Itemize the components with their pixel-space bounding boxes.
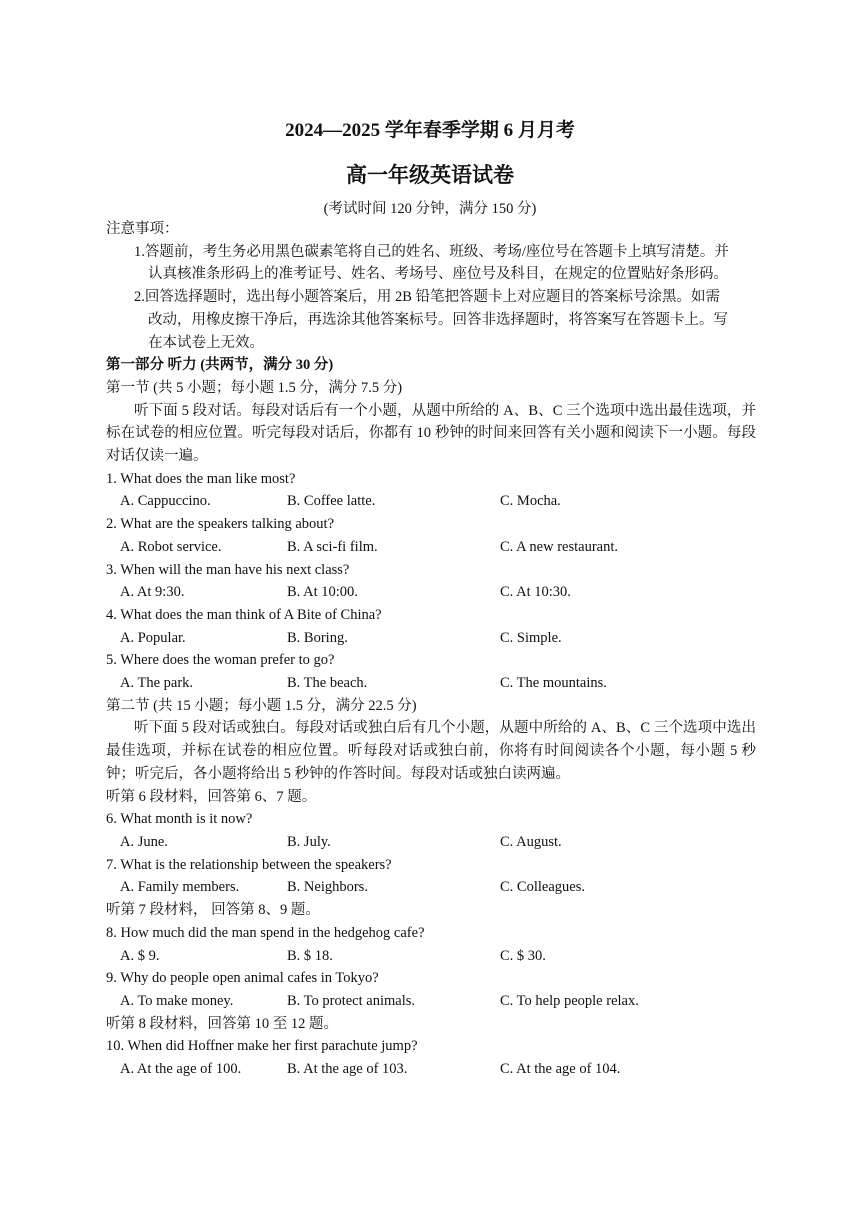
option-c: C. At the age of 104. — [500, 1061, 621, 1078]
option-c: C. A new restaurant. — [500, 538, 618, 555]
option-c: C. August. — [500, 833, 562, 850]
question-stem: 7. What is the relationship between the speakers? — [106, 856, 392, 873]
question-4 — [106, 604, 756, 649]
question-1 — [106, 468, 756, 513]
option-b: B. A sci-fi film. — [287, 538, 378, 555]
exam-body — [106, 218, 756, 1081]
part1-heading: 第一部分 听力 (共两节，满分 30 分) — [106, 357, 334, 374]
exam-info: (考试时间 120 分钟，满分 150 分) — [323, 201, 537, 217]
question-8 — [106, 922, 756, 967]
option-a: A. Family members. — [120, 879, 240, 896]
option-a: A. Robot service. — [120, 538, 222, 555]
question-stem: 2. What are the speakers talking about? — [106, 516, 335, 533]
question-stem: 6. What month is it now? — [106, 811, 253, 828]
exam-subtitle: 高一年级英语试卷 — [346, 163, 514, 187]
question-6 — [106, 808, 756, 853]
option-a: A. Cappuccino. — [120, 493, 211, 510]
option-b: B. The beach. — [287, 675, 368, 692]
question-stem: 1. What does the man like most? — [106, 470, 296, 487]
option-b: B. At 10:00. — [287, 584, 358, 601]
question-options — [106, 536, 756, 559]
question-options — [106, 876, 756, 899]
question-options — [106, 831, 756, 854]
option-b: B. $ 18. — [287, 947, 333, 964]
note-item-1-line-1: 1.答题前，考生务必用黑色碳素笔将自己的姓名、班级、考场/座位号在答题卡上填写清楚。并 — [134, 243, 729, 260]
option-a: A. At 9:30. — [120, 584, 185, 601]
option-c: C. The mountains. — [500, 675, 607, 692]
note-item-2-line-2: 改动，用橡皮擦干净后，再选涂其他答案标号。回答非选择题时，将答案写在答题卡上。写 — [148, 311, 728, 328]
option-a: A. The park. — [120, 675, 194, 692]
question-options — [106, 490, 756, 513]
option-b: B. July. — [287, 833, 331, 850]
question-5 — [106, 649, 756, 694]
question-options — [106, 581, 756, 604]
note-item-1-line-2: 认真核准条形码上的准考证号、姓名、考场号、座位号及科目，在规定的位置贴好条形码。 — [148, 266, 728, 283]
option-b: B. To protect animals. — [287, 992, 415, 1009]
question-stem: 9. Why do people open animal cafes in Tokyo? — [106, 970, 379, 987]
material-6-note: 听第 6 段材料，回答第 6、7 题。 — [106, 788, 317, 805]
option-c: C. At 10:30. — [500, 584, 571, 601]
section1-heading: 第一节 (共 5 小题；每小题 1.5 分，满分 7.5 分) — [106, 379, 403, 396]
question-stem: 10. When did Hoffner make her first parachute jump? — [106, 1038, 418, 1055]
option-c: C. $ 30. — [500, 947, 546, 964]
question-10 — [106, 1035, 756, 1080]
option-a: A. To make money. — [120, 992, 234, 1009]
option-b: B. Coffee latte. — [287, 493, 376, 510]
option-c: C. Mocha. — [500, 493, 561, 510]
question-options — [106, 627, 756, 650]
option-c: C. Colleagues. — [500, 879, 585, 896]
notes-heading: 注意事项： — [106, 221, 179, 237]
question-stem: 5. Where does the woman prefer to go? — [106, 652, 335, 669]
option-c: C. To help people relax. — [500, 992, 639, 1009]
question-stem: 8. How much did the man spend in the hedgehog cafe? — [106, 924, 425, 941]
option-b: B. Neighbors. — [287, 879, 368, 896]
section1-instructions: 听下面 5 段对话。每段对话后有一个小题，从题中所给的 A、B、C 三个选项中选出最佳选项，并标在试卷的相应位置。听完每段对话后，你都有 10 秒钟的时间来回答有关小题和阅读下一小题。每段对话仅读一遍。 — [106, 402, 756, 465]
note-item-2-line-1: 2.回答选择题时，选出每小题答案后，用 2B 铅笔把答题卡上对应题目的答案标号涂黑。如需 — [134, 289, 721, 306]
question-3 — [106, 559, 756, 604]
question-options — [106, 672, 756, 695]
option-a: A. Popular. — [120, 629, 186, 646]
material-8-note: 听第 8 段材料，回答第 10 至 12 题。 — [106, 1015, 338, 1032]
section2-heading: 第二节 (共 15 小题；每小题 1.5 分，满分 22.5 分) — [106, 697, 417, 714]
question-2 — [106, 513, 756, 558]
note-item-2-line-3: 在本试卷上无效。 — [148, 334, 264, 351]
material-7-note: 听第 7 段材料， 回答第 8、9 题。 — [106, 902, 320, 919]
option-a: A. At the age of 100. — [120, 1061, 242, 1078]
option-a: A. $ 9. — [120, 947, 160, 964]
question-7 — [106, 854, 756, 899]
section2-instructions: 听下面 5 段对话或独白。每段对话或独白后有几个小题，从题中所给的 A、B、C 三个选项中选出最佳选项，并标在试卷的相应位置。听每段对话或独白前，你将有时间阅读各个小题，每小题 5 秒钟；听完后，各小题将给出 5 秒钟的作答时间。每段对话或独白读两遍。 — [106, 720, 756, 782]
option-b: B. At the age of 103. — [287, 1061, 408, 1078]
question-options — [106, 945, 756, 968]
question-stem: 3. When will the man have his next class? — [106, 561, 350, 578]
option-c: C. Simple. — [500, 629, 562, 646]
question-options — [106, 990, 756, 1013]
exam-title: 2024—2025 学年春季学期 6 月月考 — [285, 120, 575, 141]
question-9 — [106, 967, 756, 1012]
question-stem: 4. What does the man think of A Bite of China? — [106, 606, 382, 623]
option-b: B. Boring. — [287, 629, 348, 646]
option-a: A. June. — [120, 833, 168, 850]
question-options — [106, 1058, 756, 1081]
